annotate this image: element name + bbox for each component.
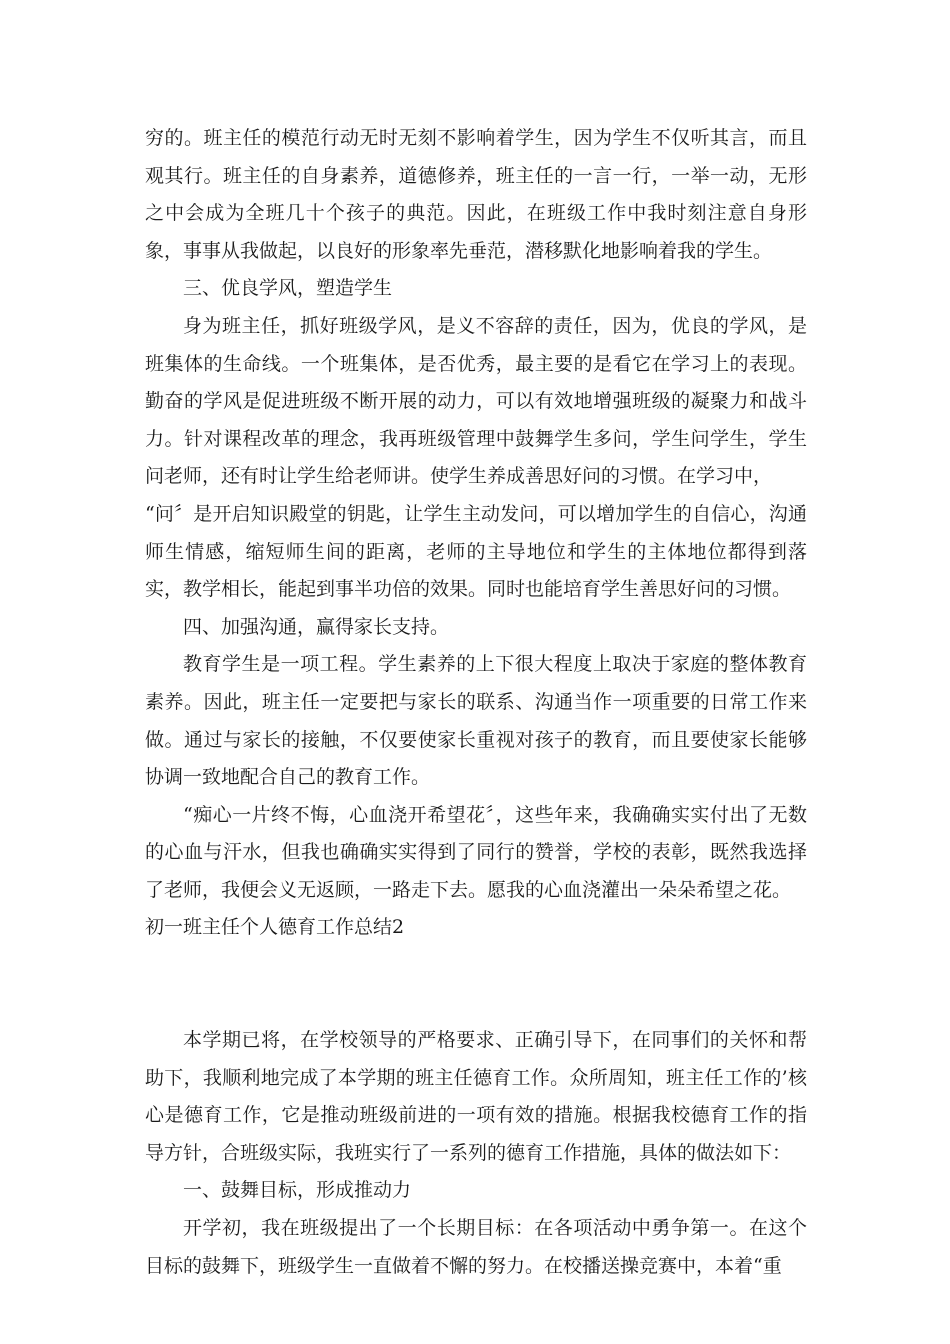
- section-heading-four: 四、加强沟通，赢得家长支持。: [183, 615, 450, 638]
- blank-spacer: [145, 947, 807, 1022]
- paragraph-closing-quote: “痴心一片终不悔，心血浇开希望花〞，这些年来，我确确实实付出了无数的心血与汗水，但我也确确实实得到了同行的赞誉，学校的表彰，既然我选择了老师，我便会义无返顾，一路走下去。愿我的心血浇灌出一朵朵希望之花。: [145, 803, 807, 901]
- section-heading-three: 三、优良学风，塑造学生: [183, 277, 393, 300]
- paragraph-question-key: “问〞是开启知识殿堂的钥匙，让学生主动发问，可以增加学生的自信心，沟通师生情感，缩短师生间的距离，老师的主导地位和学生的主体地位都得到落实，教学相长，能起到事半功倍的效果。同时也能培育学生善思好问的习惯。: [145, 502, 807, 601]
- paragraph-goal: 开学初，我在班级提出了一个长期目标：在各项活动中勇争第一。在这个目标的鼓舞下，班级学生一直做着不懈的努力。在校播送操竞赛中，本着“重: [145, 1217, 807, 1277]
- document-title-2: 初一班主任个人德育工作总结2: [145, 916, 405, 939]
- paragraph-parent-communication: 教育学生是一项工程。学生素养的上下很大程度上取决于家庭的整体教育素养。因此，班主任一定要把与家长的联系、沟通当作一项重要的日常工作来做。通过与家长的接触，不仅要使家长重视对孩子的教育，而且要使家长能够协调一致地配合自己的教育工作。: [145, 653, 807, 789]
- paragraph-continuation: 穷的。班主任的模范行动无时无刻不影响着学生，因为学生不仅听其言，而且观其行。班主任的自身素养，道德修养，班主任的一言一行，一举一动，无形之中会成为全班几十个孩子的典范。因此，在班级工作中我时刻注意自身形象，事事从我做起，以良好的形象率先垂范，潜移默化地影响着我的学生。: [145, 127, 807, 262]
- document-body: [145, 120, 807, 1285]
- paragraph-study-style: 身为班主任，抓好班级学风，是义不容辞的责任，因为，优良的学风，是班集体的生命线。一个班集体，是否优秀，最主要的是看它在学习上的表现。勤奋的学风是促进班级不断开展的动力，可以有效地增强班级的凝聚力和战斗力。针对课程改革的理念，我再班级管理中鼓舞学生多问，学生问学生，学生问老师，还有时让学生给老师讲。使学生养成善思好问的习惯。在学习中，: [145, 314, 807, 488]
- paragraph-semester-intro: 本学期已将，在学校领导的严格要求、正确引导下，在同事们的关怀和帮助下，我顺利地完成了本学期的班主任德育工作。众所周知，班主任工作的’核心是德育工作，它是推动班级前进的一项有效的措施。根据我校德育工作的指导方针，合班级实际，我班实行了一系列的德育工作措施，具体的做法如下：: [145, 1029, 807, 1164]
- section-heading-one: 一、鼓舞目标，形成推动力: [183, 1179, 412, 1202]
